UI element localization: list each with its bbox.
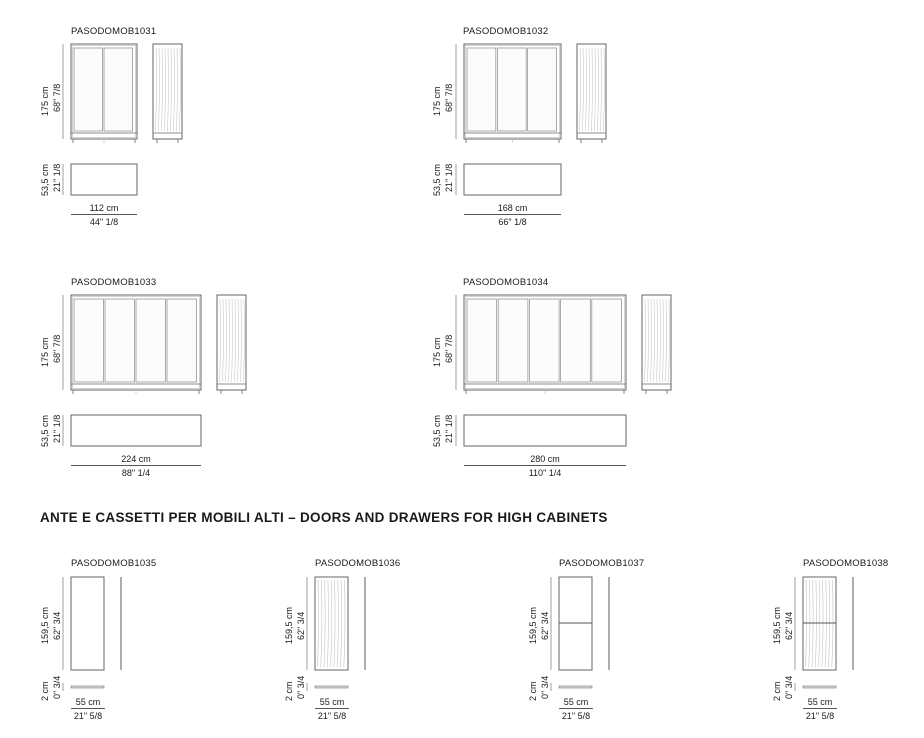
cabinet-drawing-3 [63,295,246,446]
section-heading: ANTE E CASSETTI PER MOBILI ALTI – DOORS AND DRAWERS FOR HIGH CABINETS [40,510,608,525]
width-cm-label: 55 cm [319,697,345,707]
door-front [71,577,104,670]
product-code: PASODOMOB1031 [71,26,157,37]
depth-in-label: 21" 1/8 [444,414,454,443]
width-in-label: 21" 5/8 [317,711,347,721]
height-in-label: 62" 3/4 [784,611,794,640]
cabinet-door-panel [498,299,528,382]
width-in-label: 21" 5/8 [561,711,591,721]
height-cm-label: 175 cm [40,337,50,367]
depth-cm-label: 53,5 cm [432,163,442,196]
product-code: PASODOMOB1036 [315,558,401,569]
depth-in-label: 21" 1/8 [444,163,454,192]
thickness-cm-label: 2 cm [528,681,538,701]
cabinet-door-panel [136,299,166,382]
door-plan-view [315,686,348,688]
height-cm-label: 175 cm [432,86,442,116]
width-cm-label: 55 cm [807,697,833,707]
depth-cm-label: 53,5 cm [40,163,50,196]
thickness-in-label: 0" 3/4 [784,675,794,699]
height-cm-label: 159,5 cm [40,606,50,644]
thickness-in-label: 0" 3/4 [52,675,62,699]
width-in-label: 44" 1/8 [89,217,119,227]
product-code: PASODOMOB1038 [803,558,889,569]
cabinet-door-panel [528,48,557,131]
depth-cm-label: 53,5 cm [40,414,50,447]
cabinet-drawing-1 [63,44,182,195]
cabinet-door-panel [467,299,497,382]
cabinet-door-panel [74,299,104,382]
height-cm-label: 175 cm [432,337,442,367]
thickness-in-label: 0" 3/4 [540,675,550,699]
width-cm-label: 55 cm [563,697,589,707]
door-plan-view [559,686,592,688]
thickness-cm-label: 2 cm [284,681,294,701]
thickness-cm-label: 2 cm [40,681,50,701]
height-cm-label: 159,5 cm [772,606,782,644]
width-in-label: 88" 1/4 [121,468,151,478]
cabinet-drawing-2 [456,44,606,195]
width-cm-label: 224 cm [121,454,151,464]
width-in-label: 66" 1/8 [498,217,527,227]
door-drawing-4 [795,577,853,691]
product-code: PASODOMOB1034 [463,277,549,288]
height-in-label: 62" 3/4 [540,611,550,640]
door-plan-view [803,686,836,688]
thickness-in-label: 0" 3/4 [296,675,306,699]
product-code: PASODOMOB1033 [71,277,157,288]
product-code: PASODOMOB1035 [71,558,157,569]
door-drawing-1 [63,577,121,691]
height-cm-label: 159,5 cm [284,606,294,644]
product-code: PASODOMOB1032 [463,26,549,37]
door-plan-view [71,686,104,688]
cabinet-plan-view [71,415,201,446]
cabinet-door-panel [74,48,103,131]
depth-in-label: 21" 1/8 [52,163,62,192]
cabinet-door-panel [167,299,197,382]
height-in-label: 68" 7/8 [52,334,62,363]
thickness-cm-label: 2 cm [772,681,782,701]
width-cm-label: 168 cm [497,203,528,213]
cabinet-drawing-4 [456,295,671,446]
width-cm-label: 112 cm [89,203,119,213]
depth-cm-label: 53,5 cm [432,414,442,447]
product-code: PASODOMOB1037 [559,558,645,569]
cabinet-door-panel [592,299,622,382]
door-drawing-3 [551,577,609,691]
cabinet-plan-view [464,164,561,195]
cabinet-door-panel [497,48,526,131]
cabinet-plan-view [464,415,626,446]
cabinet-plan-view [71,164,137,195]
height-in-label: 62" 3/4 [52,611,62,640]
cabinet-door-panel [467,48,496,131]
width-in-label: 21" 5/8 [73,711,103,721]
depth-in-label: 21" 1/8 [52,414,62,443]
height-in-label: 68" 7/8 [52,83,62,112]
height-in-label: 68" 7/8 [444,334,454,363]
cabinet-door-panel [104,48,133,131]
height-cm-label: 159,5 cm [528,606,538,644]
cabinet-door-panel [561,299,591,382]
width-cm-label: 280 cm [530,454,560,464]
cabinet-door-panel [529,299,559,382]
width-in-label: 21" 5/8 [805,711,835,721]
width-in-label: 110" 1/4 [528,468,562,478]
height-cm-label: 175 cm [40,86,50,116]
width-cm-label: 55 cm [75,697,101,707]
height-in-label: 62" 3/4 [296,611,306,640]
cabinet-door-panel [105,299,135,382]
door-drawing-2 [307,577,365,691]
height-in-label: 68" 7/8 [444,83,454,112]
